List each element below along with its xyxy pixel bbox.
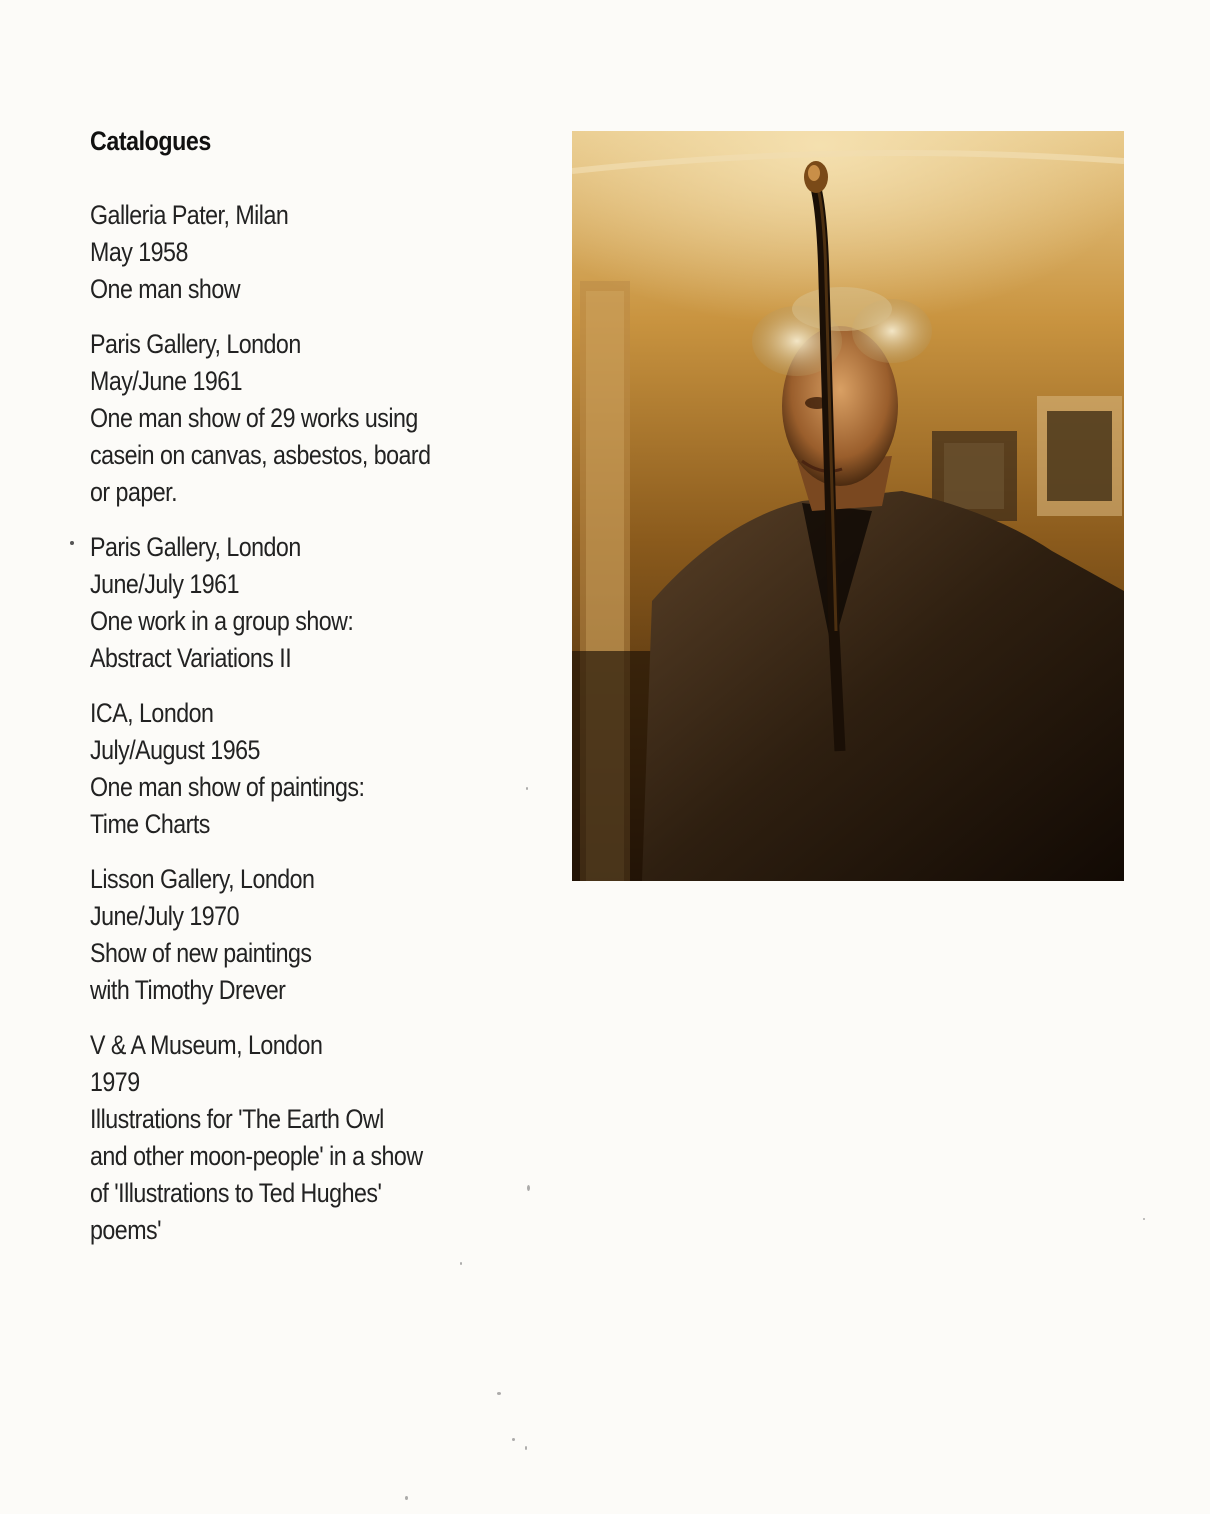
- catalogue-entry: [90, 529, 510, 677]
- entry-venue: Lisson Gallery, London: [90, 864, 315, 894]
- entry-description: Time Charts: [90, 809, 210, 839]
- entry-description: One man show of 29 works using: [90, 403, 418, 433]
- entry-description: with Timothy Drever: [90, 975, 286, 1005]
- entry-description: One man show of paintings:: [90, 772, 365, 802]
- catalogue-entry: [90, 326, 510, 511]
- entry-date: June/July 1970: [90, 901, 239, 931]
- entry-date: June/July 1961: [90, 569, 239, 599]
- catalogue-entry: [90, 1027, 510, 1249]
- catalogue-entry: [90, 695, 510, 843]
- entry-venue: Galleria Pater, Milan: [90, 200, 289, 230]
- entry-description: One work in a group show:: [90, 606, 354, 636]
- entry-description: of 'Illustrations to Ted Hughes': [90, 1178, 382, 1208]
- entry-description: Illustrations for 'The Earth Owl: [90, 1104, 384, 1134]
- catalogue-entry: [90, 197, 510, 308]
- entry-venue: Paris Gallery, London: [90, 329, 301, 359]
- entry-description: and other moon-people' in a show: [90, 1141, 423, 1171]
- entry-description: poems': [90, 1215, 162, 1245]
- entry-date: 1979: [90, 1067, 140, 1097]
- entry-description: Abstract Variations II: [90, 643, 292, 673]
- catalogue-entry: [90, 861, 510, 1009]
- entry-date: May 1958: [90, 237, 188, 267]
- entry-venue: V & A Museum, London: [90, 1030, 323, 1060]
- entry-description: Show of new paintings: [90, 938, 312, 968]
- catalogue-list: [90, 126, 510, 1267]
- entry-description: One man show: [90, 274, 240, 304]
- portrait-photo: [572, 131, 1124, 881]
- entry-venue: Paris Gallery, London: [90, 532, 301, 562]
- entry-description: casein on canvas, asbestos, board: [90, 440, 431, 470]
- page-heading: Catalogues: [90, 126, 211, 156]
- stray-mark: [70, 541, 74, 545]
- entry-date: May/June 1961: [90, 366, 243, 396]
- entry-description: or paper.: [90, 477, 178, 507]
- entry-venue: ICA, London: [90, 698, 214, 728]
- entry-date: July/August 1965: [90, 735, 260, 765]
